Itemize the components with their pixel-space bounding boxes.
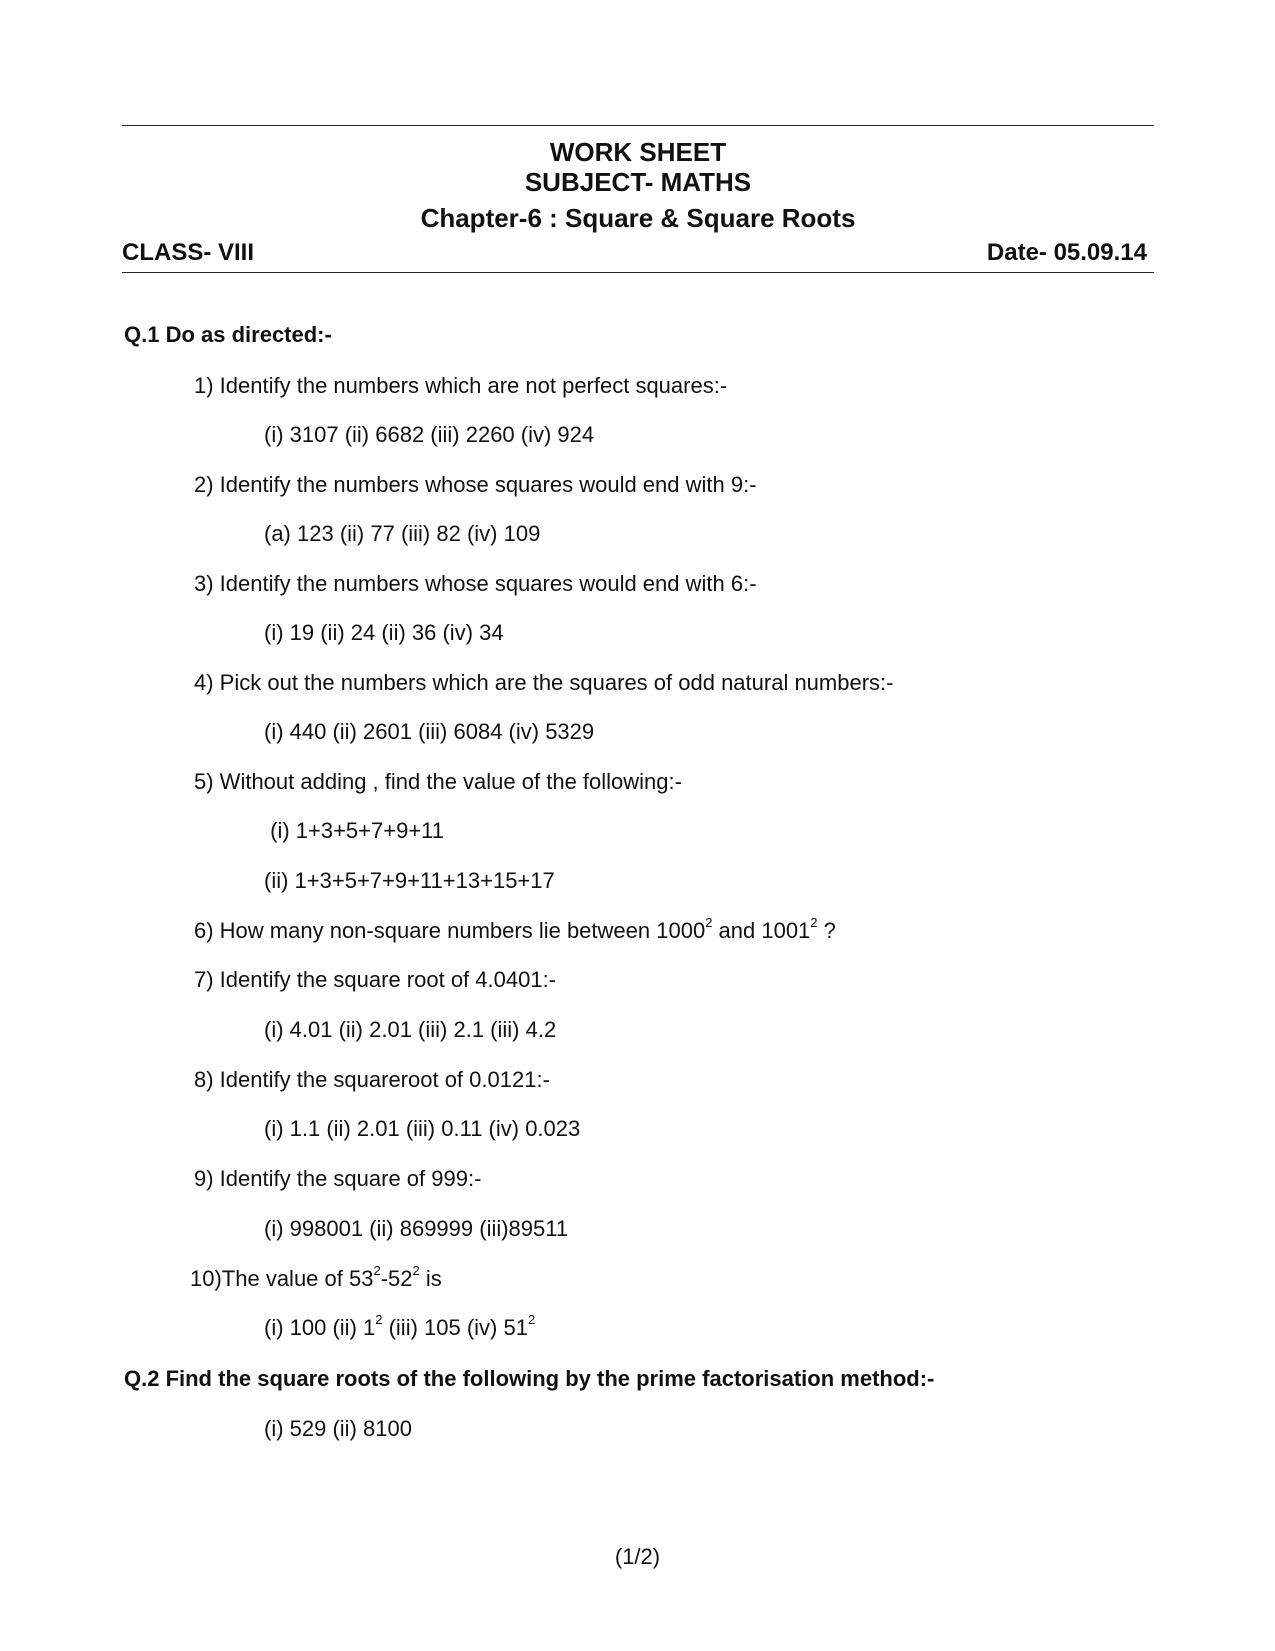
worksheet-title: WORK SHEET [549, 137, 727, 167]
q1-item-1-options: (i) 3107 (ii) 6682 (iii) 2260 (iv) 924 [264, 422, 595, 447]
q2-heading: Q.2 Find the square roots of the following by the prime factorisation method:- [124, 1366, 935, 1391]
q1-item-10-options-exp-2: 2 [527, 1311, 536, 1327]
q1-item-3: 3) Identify the numbers whose squares would end with 6:- [194, 571, 757, 596]
q1-item-10-exp-2: 2 [412, 1262, 420, 1278]
q1-item-10 [190, 1262, 442, 1292]
q1-item-10-text-b: -52 [380, 1266, 413, 1291]
q1-item-7: 7) Identify the square root of 4.0401:- [194, 967, 557, 992]
q1-item-6-text-a: 6) How many non-square numbers lie between 1000 [194, 918, 706, 943]
q1-item-5-option-2: (ii) 1+3+5+7+9+11+13+15+17 [264, 868, 555, 893]
q2-options: (i) 529 (ii) 8100 [264, 1416, 412, 1441]
q1-item-8-options: (i) 1.1 (ii) 2.01 (iii) 0.11 (iv) 0.023 [264, 1116, 581, 1141]
q1-item-6-exp-1: 2 [705, 914, 713, 930]
q1-item-10-options [264, 1311, 536, 1341]
q1-item-4: 4) Pick out the numbers which are the squares of odd natural numbers:- [194, 670, 894, 695]
q1-item-4-options: (i) 440 (ii) 2601 (iii) 6084 (iv) 5329 [264, 719, 595, 744]
q1-item-6-exp-2: 2 [810, 914, 818, 930]
chapter-title: Chapter-6 : Square & Square Roots [420, 203, 856, 233]
top-rule [122, 125, 1154, 126]
q1-item-2: 2) Identify the numbers whose squares would end with 9:- [194, 472, 757, 497]
q1-item-6-text-c: ? [817, 918, 836, 943]
subject-title: SUBJECT- MATHS [524, 167, 752, 197]
q1-item-5-option-1: (i) 1+3+5+7+9+11 [264, 818, 445, 843]
q1-item-9: 9) Identify the square of 999:- [194, 1166, 482, 1191]
q1-item-7-options: (i) 4.01 (ii) 2.01 (iii) 2.1 (iii) 4.2 [264, 1017, 557, 1042]
q1-item-10-text-a: 10)The value of 53 [190, 1266, 374, 1291]
q1-item-2-options: (a) 123 (ii) 77 (iii) 82 (iv) 109 [264, 521, 541, 546]
q1-item-6 [194, 914, 836, 944]
q1-heading: Q.1 Do as directed:- [124, 322, 332, 347]
q1-item-3-options: (i) 19 (ii) 24 (ii) 36 (iv) 34 [264, 620, 504, 645]
date-label: Date- 05.09.14 [986, 239, 1147, 266]
q1-item-10-options-exp-1: 2 [375, 1311, 383, 1327]
q1-item-8: 8) Identify the squareroot of 0.0121:- [194, 1067, 550, 1092]
q1-item-10-exp-1: 2 [373, 1262, 381, 1278]
q1-item-6-text-b: and 1001 [712, 918, 811, 943]
header-bottom-rule [122, 272, 1154, 273]
q1-item-10-options-a: (i) 100 (ii) 1 [264, 1315, 376, 1340]
q1-item-1: 1) Identify the numbers which are not perfect squares:- [194, 373, 728, 398]
q1-item-9-options: (i) 998001 (ii) 869999 (iii)89511 [264, 1216, 569, 1241]
q1-item-5: 5) Without adding , find the value of the following:- [194, 769, 682, 794]
class-label: CLASS- VIII [122, 239, 255, 266]
q1-item-10-options-b: (iii) 105 (iv) 51 [382, 1315, 528, 1340]
q1-item-10-text-c: is [419, 1266, 442, 1291]
page-number: (1/2) [614, 1544, 661, 1569]
